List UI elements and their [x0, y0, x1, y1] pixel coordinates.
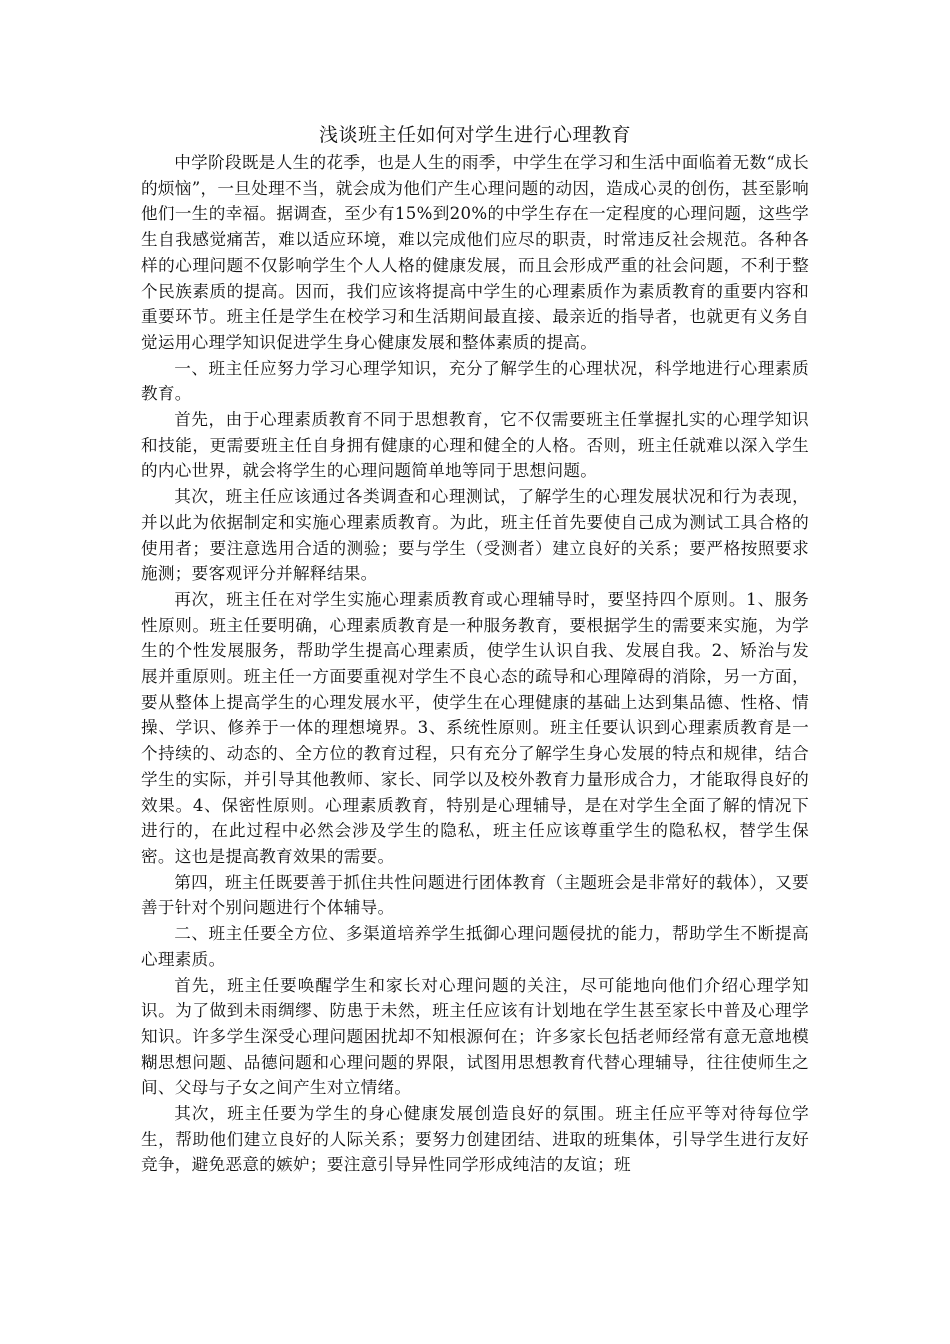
document-page [141, 120, 809, 1178]
paragraph-section-two-first: 首先，班主任要唤醒学生和家长对心理问题的关注，尽可能地向他们介绍心理学知识。为了做到未雨绸缪、防患于未然，班主任应该有计划地在学生甚至家长中普及心理学知识。许多学生深受心理问题困扰却不知根源何在；许多家长包括老师经常有意无意地模糊思想问题、品德问题和心理问题的界限，试图用思想教育代替心理辅导，往往使师生之间、父母与子女之间产生对立情绪。 [141, 975, 809, 1098]
paragraph-intro: 中学阶段既是人生的花季，也是人生的雨季，中学生在学习和生活中面临着无数“成长的烦恼”，一旦处理不当，就会成为他们产生心理问题的动因，造成心灵的创伤，甚至影响他们一生的幸福。据调查，至少有15%到20%的中学生存在一定程度的心理问题，这些学生自我感觉痛苦，难以适应环境，难以完成他们应尽的职责，时常违反社会规范。各种各样的心理问题不仅影响学生个人人格的健康发展，而且会形成严重的社会问题，不利于整个民族素质的提高。因而，我们应该将提高中学生的心理素质作为素质教育的重要内容和重要环节。班主任是学生在校学习和生活期间最直接、最亲近的指导者，也就更有义务自觉运用心理学知识促进学生身心健康发展和整体素质的提高。 [141, 153, 809, 352]
paragraph-section-one-heading: 一、班主任应努力学习心理学知识，充分了解学生的心理状况，科学地进行心理素质教育。 [141, 358, 809, 404]
paragraph-second: 其次，班主任应该通过各类调查和心理测试，了解学生的心理发展状况和行为表现，并以此为依据制定和实施心理素质教育。为此，班主任首先要使自己成为测试工具合格的使用者；要注意选用合适的测验；要与学生（受测者）建立良好的关系；要严格按照要求施测；要客观评分并解释结果。 [141, 487, 809, 584]
paragraph-first: 首先，由于心理素质教育不同于思想教育，它不仅需要班主任掌握扎实的心理学知识和技能，更需要班主任自身拥有健康的心理和健全的人格。否则，班主任就难以深入学生的内心世界，就会将学生的心理问题简单地等同于思想问题。 [141, 410, 809, 481]
paragraph-fourth: 第四，班主任既要善于抓住共性问题进行团体教育（主题班会是非常好的载体），又要善于针对个别问题进行个体辅导。 [141, 872, 809, 918]
paragraph-third: 再次，班主任在对学生实施心理素质教育或心理辅导时，要坚持四个原则。1、服务性原则。班主任要明确，心理素质教育是一种服务教育，要根据学生的需要来实施，为学生的个性发展服务，帮助学生提高心理素质，使学生认识自我、发展自我。2、矫治与发展并重原则。班主任一方面要重视对学生不良心态的疏导和心理障碍的消除，另一方面，要从整体上提高学生的心理发展水平，使学生在心理健康的基础上达到集品德、性格、情操、学识、修养于一体的理想境界。3、系统性原则。班主任要认识到心理素质教育是一个持续的、动态的、全方位的教育过程，只有充分了解学生身心发展的特点和规律，结合学生的实际，并引导其他教师、家长、同学以及校外教育力量形成合力，才能取得良好的效果。4、保密性原则。心理素质教育，特别是心理辅导，是在对学生全面了解的情况下进行的，在此过程中必然会涉及学生的隐私，班主任应该尊重学生的隐私权，替学生保密。这也是提高教育效果的需要。 [141, 589, 809, 866]
document-title: 浅谈班主任如何对学生进行心理教育 [318, 124, 631, 146]
paragraph-section-two-heading: 二、班主任要全方位、多渠道培养学生抵御心理问题侵扰的能力，帮助学生不断提高心理素质。 [141, 924, 809, 969]
paragraph-section-two-second: 其次，班主任要为学生的身心健康发展创造良好的氛围。班主任应平等对待每位学生，帮助他们建立良好的人际关系；要努力创建团结、进取的班集体，引导学生进行友好竞争，避免恶意的嫉妒；要注意引导异性同学形成纯洁的友谊；班 [141, 1104, 809, 1175]
